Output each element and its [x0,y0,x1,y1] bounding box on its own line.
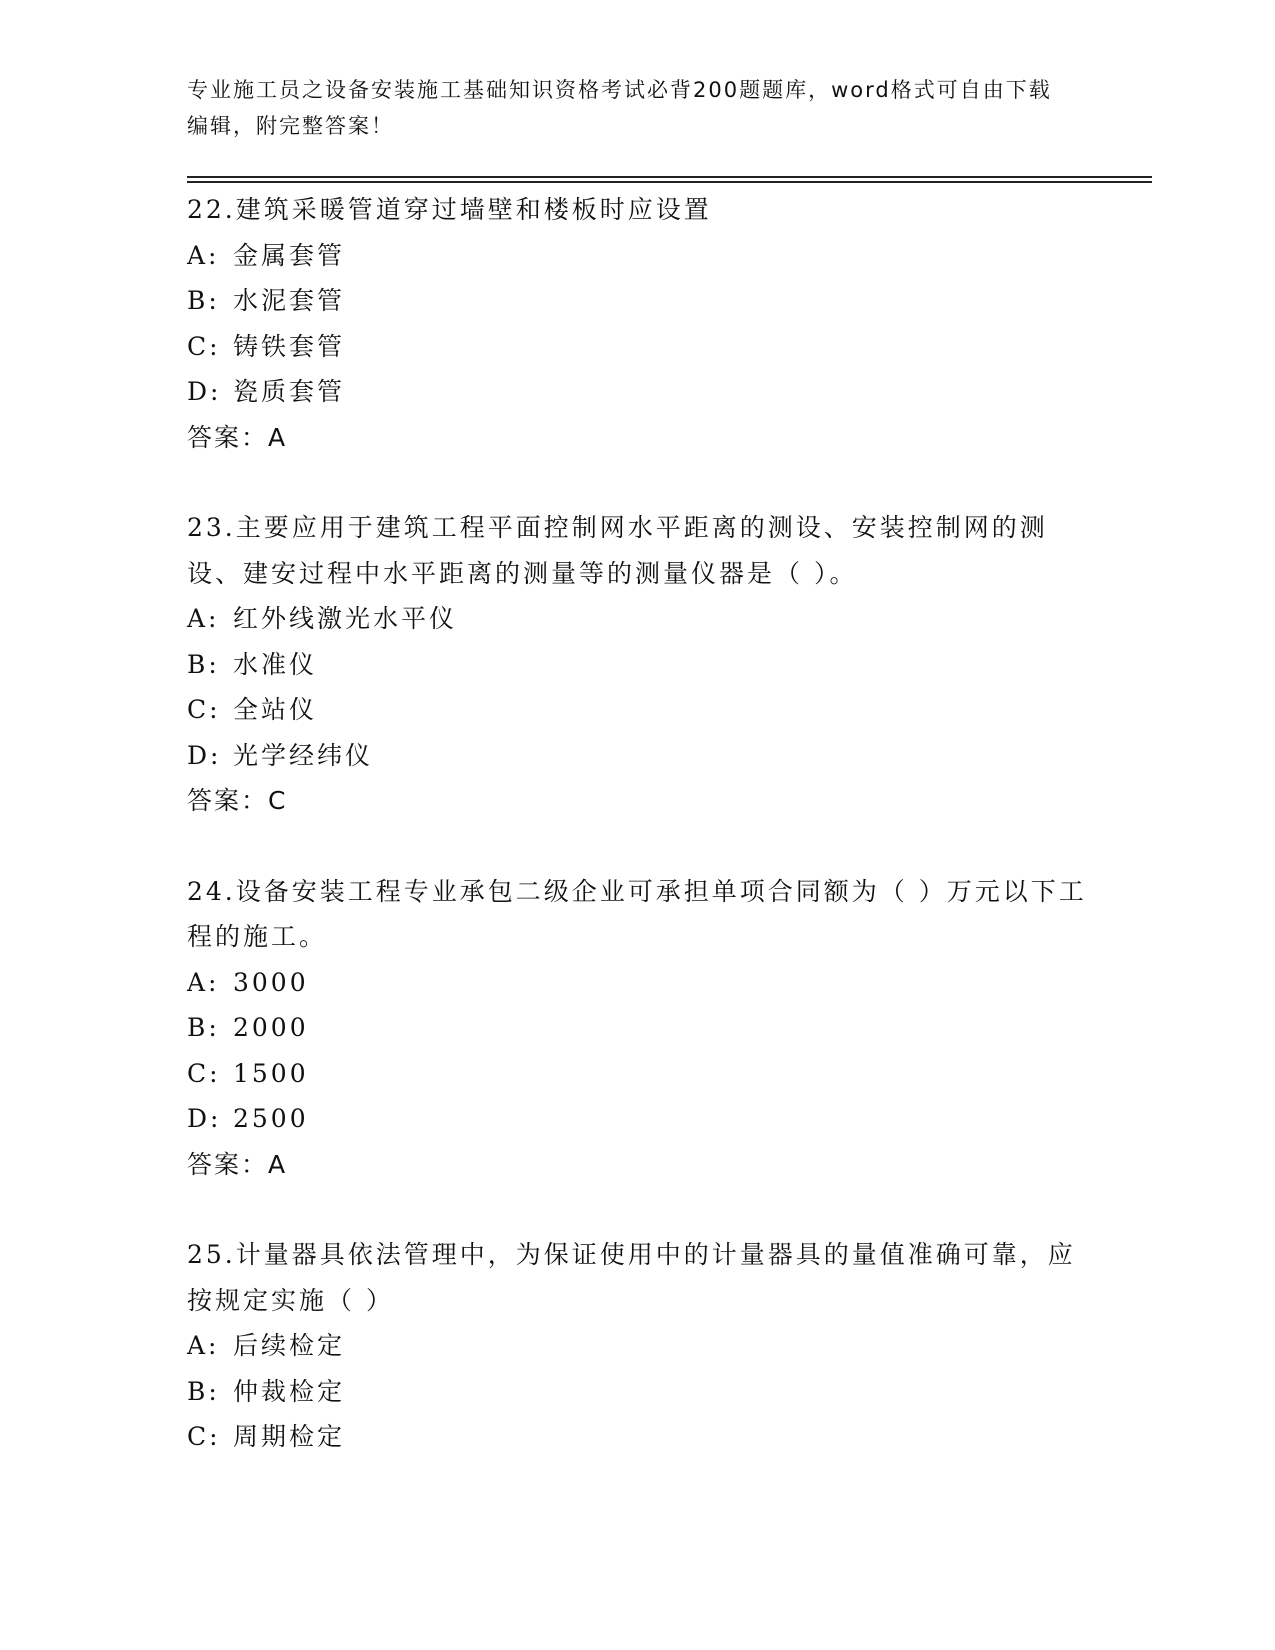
option-text: 水准仪 [233,649,318,679]
option-text: 铸铁套管 [233,331,346,361]
option-text: 2000 [233,1013,309,1042]
option-d [187,1096,1087,1142]
question-stem: 25.计量器具依法管理中，为保证使用中的计量器具的量值准确可靠，应按规定实施（ ） [187,1240,1076,1315]
question-25 [187,1232,1087,1460]
header-divider-bottom [187,181,1152,183]
option-text: 仲裁检定 [233,1376,346,1406]
option-letter: B: [187,1013,220,1042]
option-letter: A: [187,1331,220,1360]
option-text: 金属套管 [233,240,346,270]
option-letter: D: [187,1104,222,1133]
option-text: 全站仪 [233,695,318,724]
option-letter: B: [187,649,220,679]
option-letter: C: [187,695,221,724]
question-stem: 24.设备安装工程专业承包二级企业可承担单项合同额为（ ）万元以下工程的施工。 [187,876,1087,951]
question-stem: 22.建筑采暖管道穿过墙壁和楼板时应设置 [187,195,712,224]
option-a [187,960,1087,1006]
option-c [187,687,1087,733]
option-letter: B: [187,1376,220,1406]
option-letter: C: [187,331,221,361]
option-a [187,233,1087,279]
option-letter: A: [187,240,220,270]
option-text: 2500 [233,1104,309,1133]
option-text: 光学经纬仪 [233,740,374,770]
option-letter: C: [187,1058,221,1088]
option-letter: A: [187,967,220,997]
question-list [187,187,1087,1505]
option-b [187,642,1087,688]
option-c [187,324,1087,370]
option-a [187,596,1087,642]
option-b [187,1369,1087,1415]
option-d [187,733,1087,779]
option-text: 3000 [233,967,309,997]
option-b [187,1005,1087,1051]
option-b [187,278,1087,324]
option-letter: A: [187,604,220,633]
question-24 [187,869,1087,1188]
header-divider-top [187,176,1152,178]
option-a [187,1323,1087,1369]
option-text: 1500 [233,1058,309,1088]
option-text: 周期检定 [233,1422,346,1451]
option-text: 后续检定 [233,1331,346,1360]
answer-line: 答案：C [187,786,288,815]
option-text: 瓷质套管 [233,377,346,406]
document-header: 专业施工员之设备安装施工基础知识资格考试必背200题题库，word格式可自由下载编辑，附完整答案！ [187,78,1052,138]
option-letter: B: [187,286,220,315]
question-stem: 23.主要应用于建筑工程平面控制网水平距离的测设、安装控制网的测设、建安过程中水平距离的测量等的测量仪器是（ ）。 [187,513,1048,588]
option-c [187,1051,1087,1097]
answer-line: 答案：A [187,422,288,452]
option-text: 红外线激光水平仪 [233,604,458,633]
option-letter: D: [187,377,222,406]
answer-line: 答案：A [187,1149,288,1179]
option-letter: D: [187,740,222,770]
option-c [187,1414,1087,1460]
question-23 [187,505,1087,824]
option-letter: C: [187,1422,221,1451]
question-22 [187,187,1087,460]
option-text: 水泥套管 [233,286,346,315]
option-d [187,369,1087,415]
